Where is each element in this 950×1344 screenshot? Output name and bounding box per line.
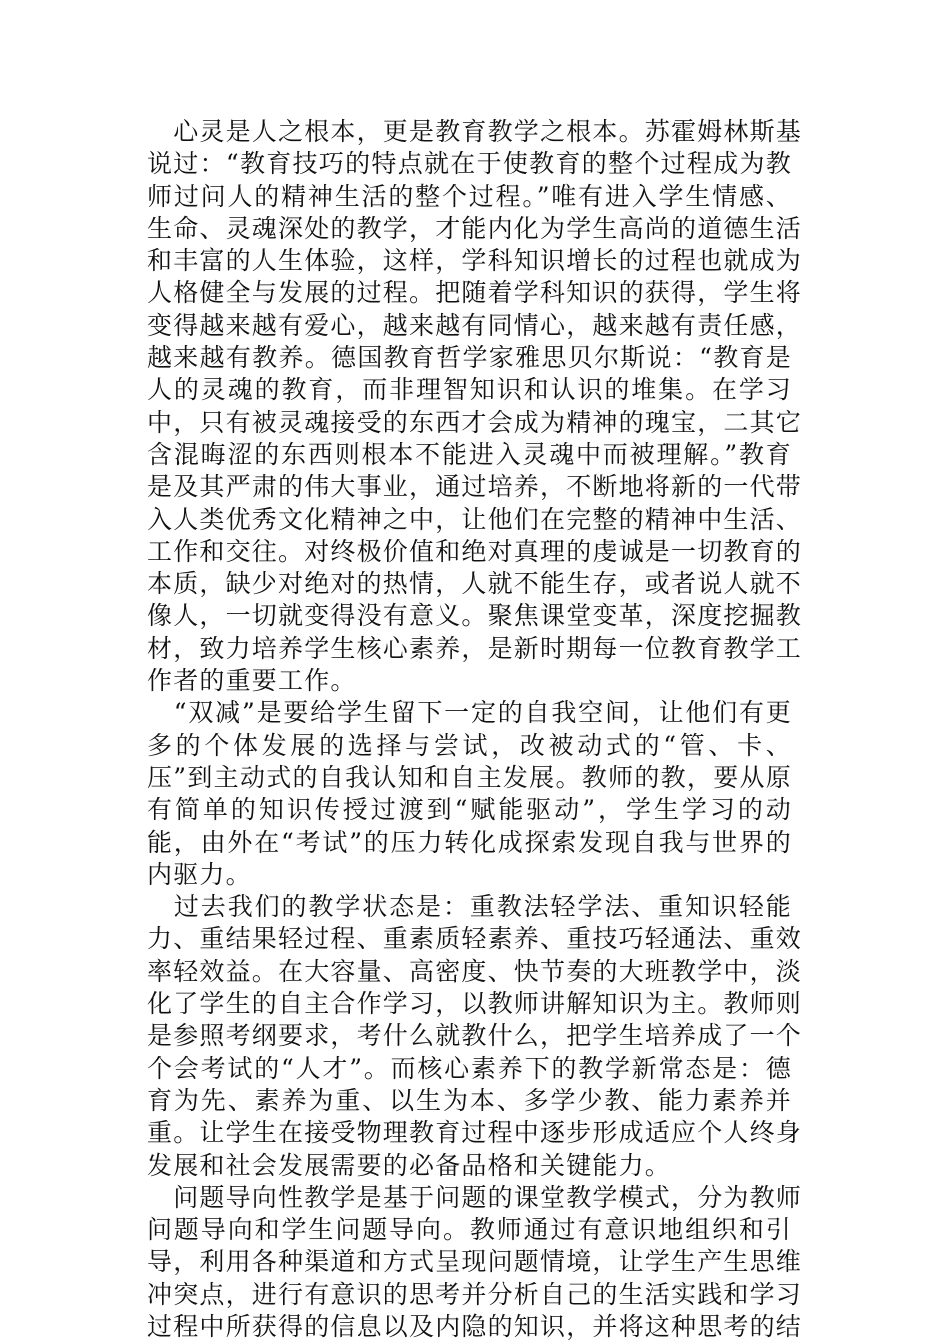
text-line: 力、重结果轻过程、重素质轻素养、重技巧轻通法、重效 — [147, 924, 803, 954]
text-line: 生命、灵魂深处的教学，才能内化为学生高尚的道德生活 — [147, 213, 803, 243]
text-line: 个会考试的“人才”。而核心素养下的教学新常态是：德 — [147, 1053, 792, 1083]
text-line: 问题导向性教学是基于问题的课堂教学模式，分为教师 — [147, 1182, 803, 1212]
text-line: 和丰富的人生体验，这样，学科知识增长的过程也就成为 — [147, 246, 803, 276]
text-line: 材，致力培养学生核心素养，是新时期每一位教育教学工 — [147, 633, 803, 663]
paragraph — [147, 116, 803, 697]
text-line: 越来越有教养。德国教育哲学家雅思贝尔斯说：“教育是 — [147, 343, 792, 373]
paragraph — [147, 1182, 803, 1343]
text-line: 说过：“教育技巧的特点就在于使教育的整个过程成为教 — [147, 149, 792, 179]
text-line: 含混晦涩的东西则根本不能进入灵魂中而被理解。”教育 — [147, 439, 792, 469]
text-line: 压”到主动式的自我认知和自主发展。教师的教，要从原 — [147, 762, 792, 792]
text-line: 师过问人的精神生活的整个过程。”唯有进入学生情感、 — [147, 181, 792, 211]
text-line: 过程中所获得的信息以及内隐的知识，并将这种思考的结 — [147, 1311, 803, 1341]
text-line: 是及其严肃的伟大事业，通过培养，不断地将新的一代带 — [147, 472, 803, 502]
document-body — [147, 116, 803, 1343]
text-line: 人格健全与发展的过程。把随着学科知识的获得，学生将 — [147, 278, 803, 308]
text-line: 导，利用各种渠道和方式呈现问题情境，让学生产生思维 — [147, 1247, 803, 1277]
text-line: 工作和交往。对终极价值和绝对真理的虔诚是一切教育的 — [147, 536, 803, 566]
text-line: 中，只有被灵魂接受的东西才会成为精神的瑰宝，二其它 — [147, 407, 803, 437]
text-line: 入人类优秀文化精神之中，让他们在完整的精神中生活、 — [147, 504, 803, 534]
text-line: 心灵是人之根本，更是教育教学之根本。苏霍姆林斯基 — [147, 117, 803, 146]
text-line: 化了学生的自主合作学习，以教师讲解知识为主。教师则 — [147, 989, 803, 1019]
text-line: 重。让学生在接受物理教育过程中逐步形成适应个人终身 — [147, 1118, 803, 1148]
text-line: 多的个体发展的选择与尝试，改被动式的“管、卡、 — [147, 730, 792, 760]
paragraph — [147, 697, 792, 891]
text-line: 发展和社会发展需要的必备品格和关键能力。 — [147, 1150, 672, 1180]
paragraph — [147, 891, 803, 1182]
text-line: “双减”是要给学生留下一定的自我空间，让他们有更 — [147, 698, 792, 728]
text-line: 过去我们的教学状态是：重教法轻学法、重知识轻能 — [147, 892, 792, 922]
text-line: 变得越来越有爱心，越来越有同情心，越来越有责任感， — [147, 310, 803, 340]
text-line: 育为先、素养为重、以生为本、多学少教、能力素养并 — [147, 1085, 792, 1115]
text-line: 问题导向和学生问题导向。教师通过有意识地组织和引 — [147, 1215, 792, 1245]
text-line: 像人，一切就变得没有意义。聚焦课堂变革，深度挖掘教 — [147, 601, 803, 631]
text-line: 人的灵魂的教育，而非理智知识和认识的堆集。在学习 — [147, 375, 792, 405]
text-line: 冲突点，进行有意识的思考并分析自己的生活实践和学习 — [147, 1279, 803, 1309]
text-line: 是参照考纲要求，考什么就教什么，把学生培养成了一个 — [147, 1021, 803, 1051]
text-line: 率轻效益。在大容量、高密度、快节奏的大班教学中，淡 — [147, 956, 803, 986]
text-line: 有简单的知识传授过渡到“赋能驱动”，学生学习的动 — [147, 795, 792, 825]
text-line: 作者的重要工作。 — [147, 666, 357, 696]
text-line: 能，由外在“考试”的压力转化成探索发现自我与世界的 — [147, 827, 792, 857]
text-line: 本质，缺少对绝对的热情，人就不能生存，或者说人就不 — [147, 569, 803, 599]
text-line: 内驱力。 — [147, 859, 252, 889]
